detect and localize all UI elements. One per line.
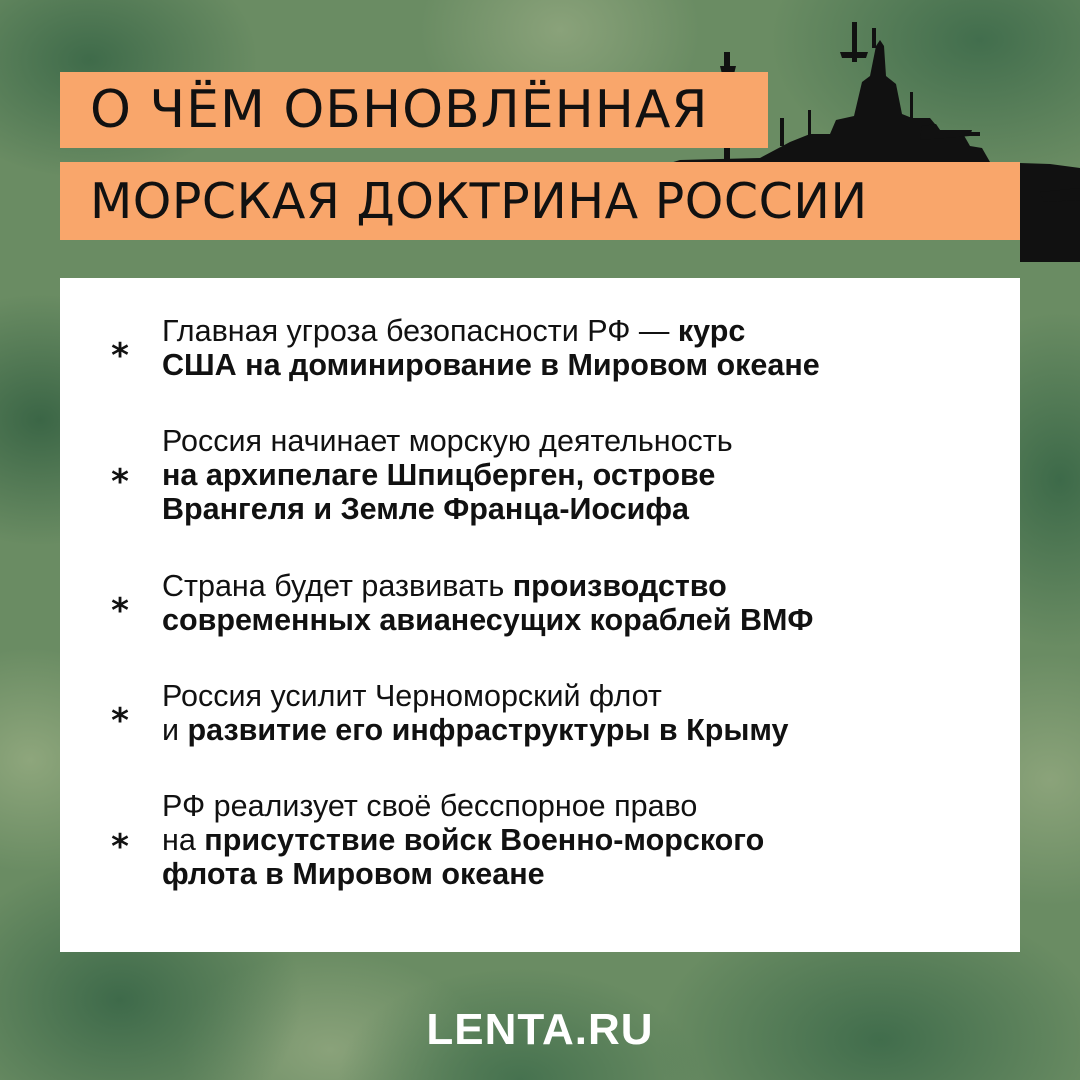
asterisk-bullet-icon: * (111, 462, 129, 502)
lenta-ru-logo: LENTA.RU (426, 1005, 654, 1054)
text-segment: Россия усилит Черноморский флот (162, 679, 662, 713)
bold-text-segment: на архипелаге Шпицберген, острове (162, 458, 716, 492)
list-item-text (162, 679, 982, 747)
asterisk-bullet-icon: * (111, 701, 129, 741)
list-item-text (162, 424, 982, 526)
text-segment: РФ реализует своё бесспорное право (162, 789, 698, 823)
list-item-text (162, 314, 982, 382)
bold-text-segment: Врангеля и Земле Франца-Иосифа (162, 492, 690, 526)
bold-text-segment: развитие его инфраструктуры в Крыму (187, 713, 789, 747)
text-segment: Россия начинает морскую деятельность (162, 424, 733, 458)
text-segment: Страна будет развивать (162, 569, 513, 603)
list-item-text (162, 569, 982, 637)
text-segment: на (162, 823, 205, 857)
asterisk-bullet-icon: * (111, 827, 129, 867)
asterisk-bullet-icon: * (111, 591, 129, 631)
bold-text-segment: присутствие войск Военно-морского (204, 823, 765, 857)
bold-text-segment: производство (512, 569, 727, 603)
bold-text-segment: курс (677, 314, 746, 348)
content-card (60, 278, 1020, 952)
list-item-text (162, 789, 982, 891)
bold-text-segment: США на доминирование в Мировом океане (162, 348, 820, 382)
text-segment: и (162, 713, 188, 747)
asterisk-bullet-icon: * (111, 336, 129, 376)
text-segment: Главная угроза безопасности РФ — (162, 314, 678, 348)
title-line-1: О ЧЁМ ОБНОВЛЁННАЯ (60, 72, 768, 148)
bold-text-segment: современных авианесущих кораблей ВМФ (162, 603, 814, 637)
title-line-2: МОРСКАЯ ДОКТРИНА РОССИИ (60, 162, 1020, 240)
bold-text-segment: флота в Мировом океане (162, 857, 545, 891)
